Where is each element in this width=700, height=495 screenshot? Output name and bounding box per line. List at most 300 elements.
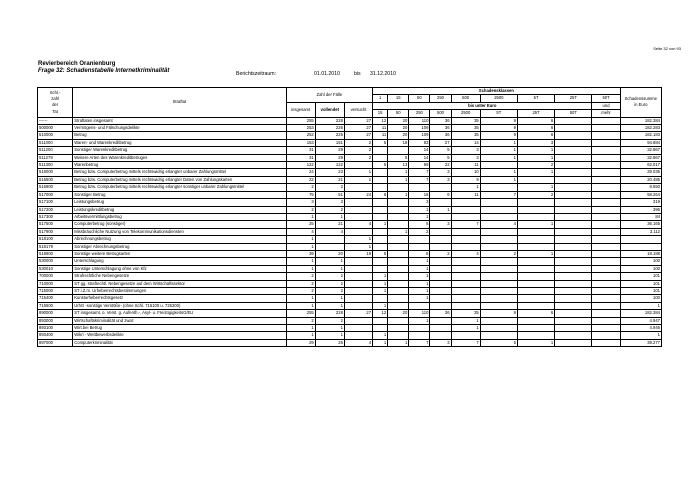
cell-value: 1 <box>388 176 409 183</box>
cell-schluessel: 518179 <box>38 243 73 250</box>
cell-straftat: Sonstige weitere Betrugsarten <box>73 250 286 257</box>
cell-value <box>592 273 620 280</box>
cell-value <box>555 117 592 124</box>
cell-value: 122 <box>286 162 315 169</box>
cell-value: 9 <box>480 132 517 139</box>
cell-value: 4 <box>315 228 344 235</box>
cell-value: 1 <box>344 176 372 183</box>
cell-schluessel: 890000 <box>38 310 73 317</box>
cell-straftat: Arbeitsvermittlungsbetrug <box>73 213 286 220</box>
cell-value <box>344 325 372 332</box>
cell-value: 1 <box>409 213 430 220</box>
table-body <box>38 117 662 347</box>
cell-straftat: Abrechnungsbetrug <box>73 236 286 243</box>
cell-schluessel: 530000 <box>38 258 73 265</box>
cell-straftat: Computerkriminalität <box>73 339 286 346</box>
cell-value <box>480 280 517 287</box>
cell-schluessel: 893400 <box>38 332 73 339</box>
cell-value: 255 <box>286 310 315 317</box>
klasse-upper: 1 <box>373 95 388 102</box>
cell-value: 84 <box>620 213 661 220</box>
cell-value <box>480 302 517 309</box>
cell-value: 1 <box>286 325 315 332</box>
cell-value <box>592 117 620 124</box>
cell-value: 20 <box>388 117 409 124</box>
cell-value <box>517 228 554 235</box>
cell-value <box>555 317 592 324</box>
cell-value: 1 <box>315 213 344 220</box>
cell-value: 32.867 <box>620 147 661 154</box>
cell-value <box>430 325 451 332</box>
table-row <box>38 287 662 294</box>
cell-value <box>480 273 517 280</box>
cell-value <box>555 213 592 220</box>
cell-value <box>555 206 592 213</box>
cell-value: 100 <box>620 295 661 302</box>
cell-schluessel: 517000 <box>38 191 73 198</box>
table-row <box>38 176 662 183</box>
table-row <box>38 339 662 346</box>
cell-value: 1 <box>620 302 661 309</box>
cell-value <box>373 325 388 332</box>
cell-straftat: Warenbetrug <box>73 162 286 169</box>
cell-value: 1 <box>409 280 430 287</box>
cell-value: 5 <box>430 154 451 161</box>
cell-value: 226 <box>315 125 344 132</box>
cell-value <box>388 221 409 228</box>
cell-value <box>480 199 517 206</box>
cell-straftat: Wirtschaftskriminalität und zwar: <box>73 317 286 324</box>
cell-value: 11 <box>373 125 388 132</box>
cell-value <box>592 221 620 228</box>
cell-value <box>451 302 480 309</box>
cell-value <box>592 213 620 220</box>
cell-value: 2 <box>286 317 315 324</box>
cell-value: 1 <box>388 228 409 235</box>
period-from: 01.01.2010 <box>314 71 340 77</box>
table-row <box>38 125 662 132</box>
cell-value: 20.485 <box>620 176 661 183</box>
cell-value: 110 <box>409 117 430 124</box>
cell-schluessel: 510000 <box>38 132 73 139</box>
cell-value: 1 <box>451 325 480 332</box>
cell-value <box>592 258 620 265</box>
table-row <box>38 206 662 213</box>
cell-value: 1 <box>315 332 344 339</box>
cell-value: 1 <box>517 169 554 176</box>
cell-value: 3 <box>430 169 451 176</box>
cell-value: 5 <box>373 139 388 146</box>
cell-value: 2 <box>286 273 315 280</box>
cell-straftat: Computerbetrug (sonstiger) <box>73 221 286 228</box>
cell-value: 27 <box>430 139 451 146</box>
cell-value: 1 <box>286 236 315 243</box>
cell-value <box>555 310 592 317</box>
period-label: Berichtszeitraum: <box>236 71 277 77</box>
cell-value: 2 <box>286 184 315 191</box>
cell-value <box>409 243 430 250</box>
cell-value: 255 <box>286 117 315 124</box>
cell-value <box>430 280 451 287</box>
cell-value: 1 <box>409 265 430 272</box>
cell-value <box>315 236 344 243</box>
cell-value: 32.867 <box>620 154 661 161</box>
table-row <box>38 169 662 176</box>
klasse-upper: 5T <box>517 95 554 102</box>
cell-value: 18.188 <box>620 250 661 257</box>
cell-value: 109 <box>409 125 430 132</box>
cell-value <box>344 332 372 339</box>
cell-straftat: Sonstiger Warenkreditbetrug <box>73 147 286 154</box>
cell-value: 21 <box>315 221 344 228</box>
cell-value <box>555 273 592 280</box>
cell-schluessel: ------ <box>38 117 73 124</box>
cell-schluessel: 511279 <box>38 154 73 161</box>
cell-value: 2 <box>344 154 372 161</box>
cell-schluessel: 517900 <box>38 228 73 235</box>
cell-value: 11 <box>451 162 480 169</box>
table-row <box>38 302 662 309</box>
table-row <box>38 221 662 228</box>
table-row <box>38 139 662 146</box>
cell-value <box>344 295 372 302</box>
klasse-lower: 500 <box>430 110 451 117</box>
header-bis-unter-euro: bis unter Euro <box>373 102 592 109</box>
cell-schluessel: 893100 <box>38 325 73 332</box>
cell-value <box>451 280 480 287</box>
cell-value <box>388 287 409 294</box>
table-row <box>38 228 662 235</box>
cell-value: 22 <box>430 162 451 169</box>
cell-value <box>388 184 409 191</box>
cell-value <box>388 250 409 257</box>
cell-value <box>517 273 554 280</box>
cell-value <box>555 339 592 346</box>
cell-value <box>373 184 388 191</box>
cell-value <box>344 162 372 169</box>
cell-value <box>430 213 451 220</box>
table-row <box>38 162 662 169</box>
cell-value: 24 <box>286 169 315 176</box>
header-versucht: versucht <box>344 102 372 117</box>
cell-schluessel: 897000 <box>38 339 73 346</box>
klasse-upper: 50T <box>592 95 620 102</box>
klasse-lower: 5T <box>480 110 517 117</box>
cell-value <box>592 206 620 213</box>
period-bis: bis <box>354 71 361 77</box>
cell-value <box>373 243 388 250</box>
cell-straftat: Sonstige Unterschlagung ohne von Kfz <box>73 265 286 272</box>
cell-value: 225 <box>315 132 344 139</box>
cell-value <box>388 325 409 332</box>
cell-schluessel: 517500 <box>38 221 73 228</box>
cell-value: 7 <box>409 339 430 346</box>
cell-value <box>555 250 592 257</box>
cell-value: 1 <box>480 169 517 176</box>
cell-value: 1 <box>373 221 388 228</box>
cell-value: 5 <box>373 250 388 257</box>
cell-value <box>388 265 409 272</box>
cell-value <box>592 162 620 169</box>
cell-value: 18 <box>388 139 409 146</box>
header-und: und <box>592 102 620 109</box>
cell-value <box>517 325 554 332</box>
cell-straftat: ST insgesamt, o. Verst. g. Aufenth.-, Asyl- u. FreizügigkeitsG/EU <box>73 310 286 317</box>
klasse-lower: 50 <box>388 110 409 117</box>
cell-value: 100 <box>620 258 661 265</box>
cell-value: 20 <box>388 132 409 139</box>
cell-straftat: UrhG -sonstige Verstöße- (ohne Schl. 715100 u. 725200) <box>73 302 286 309</box>
table-row <box>38 265 662 272</box>
cell-value <box>555 332 592 339</box>
cell-value: 1 <box>409 273 430 280</box>
table-row <box>38 191 662 198</box>
cell-value <box>555 191 592 198</box>
cell-value <box>451 295 480 302</box>
cell-value: 153 <box>286 139 315 146</box>
cell-schluessel: 710000 <box>38 280 73 287</box>
cell-value: 7 <box>409 176 430 183</box>
header-schadensklassen: Schadensklassen <box>373 88 621 95</box>
cell-value <box>555 147 592 154</box>
cell-value: 18 <box>409 191 430 198</box>
cell-value <box>517 206 554 213</box>
cell-straftat: Leistungskreditbetrug <box>73 206 286 213</box>
cell-value <box>373 176 388 183</box>
cell-value: 14 <box>409 154 430 161</box>
cell-value <box>388 317 409 324</box>
cell-value: 1 <box>430 206 451 213</box>
cell-straftat: Betrug bzw. Computerbetrug mittels rechtswidrig erlangter unbarer Zahlungsmittel <box>73 169 286 176</box>
klasse-upper: 2500 <box>480 95 517 102</box>
cell-schluessel: 517300 <box>38 213 73 220</box>
cell-value: 182.283 <box>620 125 661 132</box>
cell-value: 101 <box>620 273 661 280</box>
cell-value: 1 <box>517 184 554 191</box>
cell-value: 11 <box>451 191 480 198</box>
klasse-upper: 25T <box>555 95 592 102</box>
cell-value <box>344 280 372 287</box>
cell-value: 1 <box>620 332 661 339</box>
cell-value <box>592 169 620 176</box>
klasse-lower: 250 <box>409 110 430 117</box>
cell-value: 27 <box>344 310 372 317</box>
cell-value <box>430 228 451 235</box>
cell-straftat: Betrug bzw. Computerbetrug mittels rechtswidrig erlangter sonstiger unbarer Zahlungsmittel <box>73 184 286 191</box>
klasse-upper: 250 <box>430 95 451 102</box>
cell-value <box>517 317 554 324</box>
cell-straftat: ST i.Z.m. Urheberrechtsbestimmungen <box>73 287 286 294</box>
table-row <box>38 199 662 206</box>
cell-value: 39 <box>286 250 315 257</box>
cell-value: 4 <box>480 221 517 228</box>
cell-value: 25 <box>315 339 344 346</box>
cell-value <box>409 302 430 309</box>
header-mehr: mehr <box>592 110 620 117</box>
cell-value: 228 <box>315 117 344 124</box>
cell-value: 5 <box>409 221 430 228</box>
cell-value: 31 <box>286 147 315 154</box>
cell-value: 2 <box>315 273 344 280</box>
cell-value <box>451 199 480 206</box>
cell-value <box>388 213 409 220</box>
cell-value: 1 <box>373 332 388 339</box>
cell-value: 253 <box>286 125 315 132</box>
table-row <box>38 243 662 250</box>
cell-value <box>555 287 592 294</box>
cell-value <box>555 221 592 228</box>
region-title: Revierbereich Oranienburg <box>38 61 116 67</box>
cell-schluessel: 511200 <box>38 147 73 154</box>
klasse-lower: 25T <box>517 110 554 117</box>
klasse-upper: 15 <box>388 95 409 102</box>
cell-value <box>592 184 620 191</box>
cell-value: 94.884 <box>620 139 661 146</box>
cell-value: 36 <box>430 117 451 124</box>
cell-value: 6 <box>517 310 554 317</box>
cell-value <box>592 332 620 339</box>
cell-value <box>555 280 592 287</box>
cell-value: 3 <box>430 339 451 346</box>
cell-value <box>373 147 388 154</box>
cell-value: 2 <box>344 147 372 154</box>
cell-value: 1 <box>373 280 388 287</box>
cell-value <box>592 132 620 139</box>
cell-schluessel: 518900 <box>38 250 73 257</box>
cell-value: 24 <box>344 191 372 198</box>
cell-value <box>517 265 554 272</box>
cell-value <box>517 176 554 183</box>
cell-value: 6 <box>373 191 388 198</box>
cell-value <box>592 243 620 250</box>
cell-schluessel: 700000 <box>38 273 73 280</box>
cell-value: 36 <box>430 310 451 317</box>
table-row <box>38 317 662 324</box>
cell-value <box>409 332 430 339</box>
cell-value <box>430 317 451 324</box>
cell-value <box>451 228 480 235</box>
cell-value <box>388 280 409 287</box>
cell-value: 1 <box>286 332 315 339</box>
cell-value <box>373 295 388 302</box>
cell-value: 1 <box>344 169 372 176</box>
cell-value <box>592 191 620 198</box>
cell-value <box>388 206 409 213</box>
cell-value <box>592 287 620 294</box>
cell-straftat: Strafrechtliche Nebengesetze <box>73 273 286 280</box>
cell-value: 39.277 <box>620 339 661 346</box>
cell-value: 1 <box>388 339 409 346</box>
cell-value: 21 <box>315 176 344 183</box>
table-row <box>38 250 662 257</box>
cell-value <box>409 236 430 243</box>
cell-value: 228 <box>315 310 344 317</box>
cell-value <box>480 258 517 265</box>
cell-schluessel: 715000 <box>38 287 73 294</box>
cell-value: 4 <box>344 339 372 346</box>
cell-value <box>388 199 409 206</box>
table-row <box>38 154 662 161</box>
cell-value <box>388 236 409 243</box>
cell-value <box>620 243 661 250</box>
cell-value: 14 <box>409 147 430 154</box>
cell-value: 29 <box>315 147 344 154</box>
cell-value <box>344 213 372 220</box>
cell-value: 1 <box>286 302 315 309</box>
cell-value: 3 <box>517 139 554 146</box>
cell-value <box>592 265 620 272</box>
cell-value <box>430 287 451 294</box>
cell-value: 35 <box>451 310 480 317</box>
cell-value: 122 <box>315 162 344 169</box>
cell-value <box>555 325 592 332</box>
cell-straftat: Waren- und Warenkreditbetrug <box>73 139 286 146</box>
cell-value: 1 <box>373 273 388 280</box>
cell-value: 1 <box>286 213 315 220</box>
cell-value: 3.112 <box>620 228 661 235</box>
header-straftat: Straftat <box>73 88 286 118</box>
cell-value <box>373 154 388 161</box>
cell-value <box>517 280 554 287</box>
cell-value <box>344 258 372 265</box>
cell-value: 3 <box>315 199 344 206</box>
cell-value: 35 <box>451 132 480 139</box>
cell-value: 13 <box>388 162 409 169</box>
cell-value <box>555 302 592 309</box>
cell-value: 7 <box>451 339 480 346</box>
cell-value: 1 <box>451 184 480 191</box>
cell-value: 2 <box>286 287 315 294</box>
cell-value <box>430 295 451 302</box>
cell-value: 8.550 <box>620 184 661 191</box>
cell-value: 5 <box>388 154 409 161</box>
cell-value: 7 <box>451 221 480 228</box>
cell-value <box>480 317 517 324</box>
cell-value: 2 <box>480 250 517 257</box>
cell-value <box>315 243 344 250</box>
cell-value <box>430 332 451 339</box>
cell-value: 1 <box>480 154 517 161</box>
cell-value <box>555 199 592 206</box>
cell-value <box>592 325 620 332</box>
cell-value <box>373 317 388 324</box>
cell-value: 27 <box>344 117 372 124</box>
cell-value: 6 <box>517 125 554 132</box>
cell-value <box>451 287 480 294</box>
frage-title: Frage 32: Schadenstabelle Internetkriminalität <box>38 68 170 74</box>
cell-value <box>373 213 388 220</box>
cell-value <box>592 199 620 206</box>
cell-value: 110 <box>409 310 430 317</box>
cell-value <box>451 265 480 272</box>
cell-value: 100 <box>620 265 661 272</box>
table-row <box>38 132 662 139</box>
cell-value <box>480 243 517 250</box>
cell-value <box>592 236 620 243</box>
cell-value: 4 <box>344 221 372 228</box>
cell-value: 1 <box>517 339 554 346</box>
cell-value <box>344 206 372 213</box>
cell-value <box>592 147 620 154</box>
cell-value: 12 <box>373 117 388 124</box>
cell-schluessel: 530010 <box>38 265 73 272</box>
cell-value: 2 <box>517 162 554 169</box>
cell-value: 5 <box>480 339 517 346</box>
cell-value: 12 <box>373 310 388 317</box>
cell-value: 2 <box>315 317 344 324</box>
cell-value: 6 <box>409 250 430 257</box>
cell-straftat: Wirt.bei Betrug <box>73 325 286 332</box>
